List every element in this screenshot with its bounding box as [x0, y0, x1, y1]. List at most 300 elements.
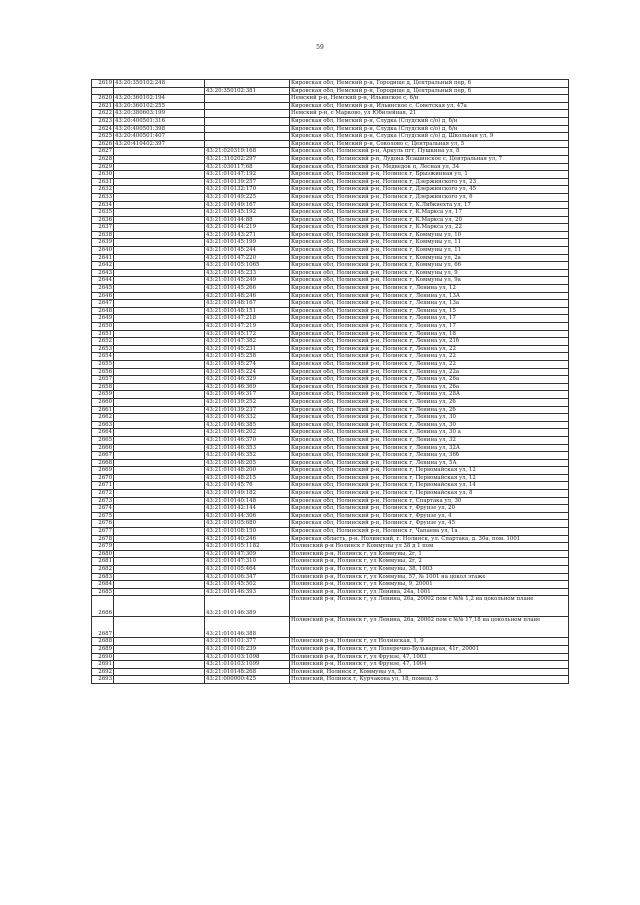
row-number-cell: 2687: [92, 617, 114, 638]
address-cell: Кировская обл, Нолинский р-н, Нолинск г, Ленина ул, 26а: [290, 376, 569, 384]
row-number-cell: 2670: [92, 474, 114, 482]
cadastral-number-cell-2: 43:21:010146:329: [205, 376, 290, 384]
address-cell: Кировская обл, Немский р-н, Слудка (Слудский с/о) д, б/н: [290, 125, 569, 133]
table-row: [92, 543, 569, 551]
table-row: [92, 171, 569, 179]
cadastral-number-cell-2: [205, 125, 290, 133]
row-number-cell: 2673: [92, 497, 114, 505]
cadastral-number-cell-2: 43:21:010145:76: [205, 482, 290, 490]
table-row: [92, 429, 569, 437]
table-row: [92, 201, 569, 209]
cadastral-number-cell-2: 43:21:010145:258: [205, 353, 290, 361]
cadastral-number-cell-2: 43:21:010145:249: [205, 277, 290, 285]
row-number-cell: 2636: [92, 216, 114, 224]
row-number-cell: 2631: [92, 178, 114, 186]
cadastral-number-cell: [114, 512, 205, 520]
cadastral-number-cell-2: 43:21:010140:246: [205, 535, 290, 543]
table-row: [92, 573, 569, 581]
row-number-cell: 2640: [92, 247, 114, 255]
address-cell: Кировская обл, Нолинский р-н, Нолинск г, Ленина ул, 15: [290, 307, 569, 315]
table-row: [92, 497, 569, 505]
cadastral-number-cell-2: 43:21:010139:237: [205, 406, 290, 414]
row-number-cell: 2685: [92, 588, 114, 596]
cadastral-number-cell: [114, 459, 205, 467]
cadastral-number-cell: [114, 345, 205, 353]
cadastral-number-cell: [114, 193, 205, 201]
address-cell: Кировская обл, Нолинский р-н, Нолинск г, Брызжинная ул, 1: [290, 171, 569, 179]
table-row: [92, 163, 569, 171]
cadastral-number-cell-2: 43:21:010145:274: [205, 360, 290, 368]
cadastral-number-cell: [114, 155, 205, 163]
address-cell: Кировская обл, Нолинский р-н, Нолинск г, Коммуны ул, 11: [290, 247, 569, 255]
table-row: [92, 360, 569, 368]
address-cell: Кировская обл, Нолинский р-н, Нолинск г, Дзержинского ул, 6: [290, 193, 569, 201]
address-cell: Кировская обл, Нолинский р-н, Нолинск г, Фрунзе ул, 45: [290, 520, 569, 528]
cadastral-number-cell-2: [205, 95, 290, 103]
cadastral-number-cell: [114, 520, 205, 528]
cadastral-number-cell: 43:20:350102:248: [114, 80, 205, 88]
cadastral-number-cell-2: 43:21:010146:385: [205, 421, 290, 429]
cadastral-number-cell-2: [205, 117, 290, 125]
address-cell: Кировская обл, Нолинский р-н, Нолинск г, Ленина ул, 22: [290, 353, 569, 361]
cadastral-number-cell: 43:20:400501:316: [114, 117, 205, 125]
cadastral-number-cell: [114, 668, 205, 676]
cadastral-number-cell-2: [205, 140, 290, 148]
address-cell: Кировская обл, Нолинский р-н, Нолинск г, К.Маркса ул, 17: [290, 209, 569, 217]
cadastral-number-cell: [114, 429, 205, 437]
row-number-cell: 2621: [92, 102, 114, 110]
table-row: [92, 467, 569, 475]
cadastral-number-cell: [114, 497, 205, 505]
cadastral-number-cell-2: 43:21:010108:150: [205, 528, 290, 536]
address-cell: Кировская обл, Нолинский р-н, Нолинск г, Коммуны ул, 11: [290, 239, 569, 247]
cadastral-number-cell: [114, 216, 205, 224]
cadastral-number-cell-2: 43:21:010146:352: [205, 452, 290, 460]
table-row: [92, 406, 569, 414]
cadastral-number-cell: [114, 323, 205, 331]
cadastral-number-cell-2: 43:21:010146:370: [205, 436, 290, 444]
address-cell: Кировская обл, Нолинский р-н, Нолинск г, Ленина ул, 26а: [290, 383, 569, 391]
address-cell: Нолинский р-н, Нолинск г, ул Поперечно-Бульварная, 41г, 20001: [290, 645, 569, 653]
cadastral-number-cell: [114, 269, 205, 277]
table-row: [92, 528, 569, 536]
address-cell: Нолинский р-н Нолинск г Коммуны ул 38 д 1 пом: [290, 543, 569, 551]
address-cell: Кировская обл, Нолинский р-н, Нолинск г, Ленина ул, 13А: [290, 292, 569, 300]
address-cell: Нолинский, Нолинск г, Курчакова ул, 18, помещ. 3: [290, 676, 569, 684]
address-cell: Кировская обл, Нолинский р-н, Нолинск г, Ленина ул, 5А: [290, 459, 569, 467]
address-cell: Кировская обл, Нолинский р-н, Нолинск г, Первомайская ул, 14: [290, 482, 569, 490]
cadastral-number-cell-2: 43:21:010148:200: [205, 467, 290, 475]
cadastral-number-cell-2: 43:21:010105:1182: [205, 543, 290, 551]
cadastral-number-cell-2: 43:21:010147:192: [205, 171, 290, 179]
row-number-cell: 2646: [92, 292, 114, 300]
cadastral-number-cell-2: 43:21:010149:167: [205, 201, 290, 209]
row-number-cell: 2676: [92, 520, 114, 528]
cadastral-number-cell: [114, 163, 205, 171]
cadastral-number-cell-2: 43:21:010148:151: [205, 307, 290, 315]
cadastral-number-cell: 43:20:380603:199: [114, 110, 205, 118]
cadastral-number-cell-2: 43:21:010148:246: [205, 292, 290, 300]
address-cell: Кировская обл, Нолинский р-н, Нолинск г, Ленина ул, 30: [290, 414, 569, 422]
cadastral-number-cell-2: 43:21:000000:425: [205, 676, 290, 684]
table-row: [92, 444, 569, 452]
cadastral-number-cell-2: 43:21:010148:215: [205, 474, 290, 482]
row-number-cell: 2671: [92, 482, 114, 490]
table-row: [92, 638, 569, 646]
table-row: [92, 254, 569, 262]
address-cell: Кировская обл, Нолинский р-н, Нолинск г, Ленина ул, 36б: [290, 452, 569, 460]
address-cell: Кировская обл, Немский р-н, Городище д, Центральный пер, 6: [290, 87, 569, 95]
cadastral-number-cell: [114, 452, 205, 460]
table-row: [92, 588, 569, 596]
address-cell: Кировская обл, Нолинский р-н, Нолинск г, Чапаева ул, 1а: [290, 528, 569, 536]
row-number-cell: 2629: [92, 163, 114, 171]
cadastral-number-cell-2: 43:21:010145:502: [205, 581, 290, 589]
cadastral-number-cell-2: 43:21:010103:1099: [205, 661, 290, 669]
cadastral-number-cell: [114, 87, 205, 95]
address-cell: Кировская обл, Нолинский р-н, Лудона Ясашинское с, Центральная ул, 7: [290, 155, 569, 163]
row-number-cell: 2627: [92, 148, 114, 156]
row-number-cell: 2630: [92, 171, 114, 179]
table-row: [92, 558, 569, 566]
table-row: [92, 376, 569, 384]
table-row: [92, 247, 569, 255]
cadastral-number-cell-2: 43:21:010139:257: [205, 178, 290, 186]
cadastral-number-cell: [114, 581, 205, 589]
cadastral-number-cell-2: 43:21:010146:353: [205, 444, 290, 452]
cadastral-number-cell-2: 43:21:010149:182: [205, 490, 290, 498]
table-row: [92, 391, 569, 399]
address-cell: Кировская обл, Нолинский р-н, Нолинск г, Ленина ул, 13а: [290, 300, 569, 308]
row-number-cell: [92, 87, 114, 95]
table-row: [92, 216, 569, 224]
table-row: [92, 459, 569, 467]
address-cell: Кировская обл, Нолинский р-н, Нолинск г, Первомайская ул, 8: [290, 490, 569, 498]
table-row: [92, 414, 569, 422]
cadastral-number-cell: [114, 566, 205, 574]
row-number-cell: 2626: [92, 140, 114, 148]
table-row: [92, 676, 569, 684]
address-cell: Кировская обл, Нолинский р-н, Нолинск г, Ленина ул, 21б: [290, 338, 569, 346]
cadastral-number-cell: 43:20:410402:397: [114, 140, 205, 148]
address-cell: Нолинский р-н, Нолинск г, ул Фрунзе, 47, 1003: [290, 653, 569, 661]
cadastral-number-cell-2: 43:21:010142:144: [205, 505, 290, 513]
cadastral-number-cell: [114, 239, 205, 247]
cadastral-number-cell: [114, 550, 205, 558]
cadastral-number-cell: [114, 474, 205, 482]
table-row: [92, 186, 569, 194]
row-number-cell: 2690: [92, 653, 114, 661]
table-row: [92, 368, 569, 376]
row-number-cell: 2657: [92, 376, 114, 384]
cadastral-number-cell-2: 43:21:010147:310: [205, 558, 290, 566]
table-row: [92, 148, 569, 156]
row-number-cell: 2667: [92, 452, 114, 460]
row-number-cell: 2632: [92, 186, 114, 194]
table-row: [92, 535, 569, 543]
address-cell: Кировская обл, Немский р-н, Соколово с, Центральная ул, 5: [290, 140, 569, 148]
row-number-cell: 2650: [92, 323, 114, 331]
row-number-cell: 2622: [92, 110, 114, 118]
table-row: [92, 125, 569, 133]
cadastral-number-cell-2: 43:21:010146:389: [205, 596, 290, 617]
address-cell: Немский р-н, Немский р-н, Ильинское с, 6/н: [290, 95, 569, 103]
row-number-cell: 2692: [92, 668, 114, 676]
row-number-cell: 2638: [92, 231, 114, 239]
cadastral-number-cell: [114, 588, 205, 596]
cadastral-number-cell: 43:20:400501:398: [114, 125, 205, 133]
address-cell: Кировская обл, Нолинский р-н, Нолинск г, Ленина ул, 17: [290, 323, 569, 331]
address-cell: Кировская обл, Нолинский р-н, Нолинск г, Коммуны ул, 66: [290, 262, 569, 270]
address-cell: Нолинский р-н, Нолинск г, ул Коммуны, 57, № 1001 на цокол этаже: [290, 573, 569, 581]
address-cell: Кировская обл, Нолинский р-н, Нолинск г, Ленина ул, 32А: [290, 444, 569, 452]
cadastral-number-cell: [114, 406, 205, 414]
row-number-cell: 2683: [92, 573, 114, 581]
table-row: [92, 550, 569, 558]
cadastral-number-cell: [114, 661, 205, 669]
cadastral-number-cell: [114, 505, 205, 513]
address-cell: Кировская обл, Немский р-н, Ильинское с, Советская ул, 47а: [290, 102, 569, 110]
table-row: [92, 490, 569, 498]
table-row: [92, 140, 569, 148]
table-row: [92, 338, 569, 346]
table-row: [92, 353, 569, 361]
row-number-cell: 2642: [92, 262, 114, 270]
cadastral-number-cell-2: 43:21:010146:393: [205, 588, 290, 596]
cadastral-number-cell-2: 43:21:010144:219: [205, 224, 290, 232]
cadastral-number-cell: [114, 285, 205, 293]
table-row: [92, 117, 569, 125]
cadastral-number-cell: [114, 482, 205, 490]
address-cell: Немский р-н, с Марково, ул Юбилейная, 21: [290, 110, 569, 118]
address-cell: Нолинский р-н, Нолинск г, ул Ленина, 26а, 20002 пом с №№ 17,18 на цокольном плане: [290, 617, 569, 638]
row-number-cell: 2637: [92, 224, 114, 232]
cadastral-number-cell-2: 43:21:010147:220: [205, 254, 290, 262]
address-cell: Кировская обл, Нолинский р-н, Нолинск г, Коммуны ул, 2а: [290, 254, 569, 262]
row-number-cell: 2653: [92, 345, 114, 353]
cadastral-number-cell: [114, 360, 205, 368]
cadastral-number-cell-2: 43:21:030117:68: [205, 163, 290, 171]
address-cell: Кировская обл, Нолинский р-н, Нолинск г, Коммуны ул, 10: [290, 231, 569, 239]
row-number-cell: 2663: [92, 421, 114, 429]
cadastral-number-cell-2: 43:21:020319:168: [205, 148, 290, 156]
row-number-cell: 2672: [92, 490, 114, 498]
cadastral-number-cell: [114, 300, 205, 308]
cadastral-number-cell: [114, 368, 205, 376]
row-number-cell: 2645: [92, 285, 114, 293]
cadastral-number-cell: [114, 444, 205, 452]
cadastral-number-cell: [114, 653, 205, 661]
row-number-cell: 2655: [92, 360, 114, 368]
cadastral-number-cell: [114, 277, 205, 285]
table-row: [92, 345, 569, 353]
table-row: [92, 231, 569, 239]
cadastral-number-cell-2: 43:21:010103:1098: [205, 653, 290, 661]
address-cell: Нолинский, Нолинск г, Коммуны ул, 5: [290, 668, 569, 676]
row-number-cell: 2693: [92, 676, 114, 684]
table-row: [92, 653, 569, 661]
table-row: [92, 178, 569, 186]
cadastral-number-cell: [114, 262, 205, 270]
address-cell: Кировская обл, Нолинский р-н, Нолинск г, Ленина ул, 22: [290, 360, 569, 368]
cadastral-number-cell: [114, 247, 205, 255]
table-row: [92, 581, 569, 589]
cadastral-number-cell: [114, 292, 205, 300]
row-number-cell: 2644: [92, 277, 114, 285]
row-number-cell: 2641: [92, 254, 114, 262]
table-row: [92, 512, 569, 520]
address-cell: Нолинский р-н, Нолинск г, ул Ленина, 24а, 1001: [290, 588, 569, 596]
table-row: [92, 383, 569, 391]
row-number-cell: 2659: [92, 391, 114, 399]
address-cell: Кировская обл, Нолинский р-н, Нолинск г, Ленина ул, 22: [290, 345, 569, 353]
cadastral-number-cell: [114, 178, 205, 186]
cadastral-number-cell-2: 43:21:010143:271: [205, 231, 290, 239]
address-cell: Кировская обл, Нолинский р-н, Нолинск г, Первомайская ул, 12: [290, 474, 569, 482]
row-number-cell: 2681: [92, 558, 114, 566]
address-cell: Нолинский р-н, Нолинск г, ул Коммуны, 9, 20001: [290, 581, 569, 589]
cadastral-number-cell-2: 43:21:010147:219: [205, 323, 290, 331]
address-cell: Кировская обл, Нолинский р-н, Нолинск г, К.Либкнехта ул, 17: [290, 201, 569, 209]
row-number-cell: 2691: [92, 661, 114, 669]
address-cell: Кировская обл, Нолинский р-н, Нолинск г, Ленина ул, 18: [290, 330, 569, 338]
row-number-cell: 2623: [92, 117, 114, 125]
cadastral-number-cell-2: 43:21:010145:172: [205, 330, 290, 338]
table-row: [92, 645, 569, 653]
row-number-cell: 2686: [92, 596, 114, 617]
address-cell: Кировская обл, Нолинский р-н, Нолинск г, Ленина ул, 2б: [290, 398, 569, 406]
cadastral-number-cell-2: 43:21:010132:170: [205, 186, 290, 194]
address-cell: Кировская область, р-н. Нолинский, г. Нолинск, ул. Спартака, д. 30а, пом. 1001: [290, 535, 569, 543]
cadastral-number-cell: [114, 391, 205, 399]
row-number-cell: 2625: [92, 133, 114, 141]
address-cell: Кировская обл, Нолинский р-н, Медведок п, Лесная ул, 34: [290, 163, 569, 171]
address-cell: Кировская обл, Нолинский р-н, Нолинск г, К.Маркса ул, 20: [290, 216, 569, 224]
row-number-cell: 2619: [92, 80, 114, 88]
address-cell: Кировская обл, Нолинский р-н, Нолинск г, Ленина ул, 30 а: [290, 429, 569, 437]
cadastral-number-cell: [114, 573, 205, 581]
table-row: [92, 668, 569, 676]
cadastral-number-cell-2: 43:21:010145:244: [205, 247, 290, 255]
address-cell: Кировская обл, Нолинский р-н, Нолинск г, Ленина ул, 17: [290, 315, 569, 323]
address-cell: Нолинский р-н, Нолинск г, ул Ленина, 26а, 20002 пом с №№ 1,2 на цокольном плане: [290, 596, 569, 617]
row-number-cell: 2677: [92, 528, 114, 536]
cadastral-number-cell-2: 43:20:350102:381: [205, 87, 290, 95]
cadastral-number-cell: [114, 676, 205, 684]
cadastral-number-cell: [114, 338, 205, 346]
row-number-cell: 2661: [92, 406, 114, 414]
address-cell: Нолинский р-н, Нолинск г, ул Фрунзе, 47, 1004: [290, 661, 569, 669]
table-row: [92, 421, 569, 429]
table-row: [92, 300, 569, 308]
cadastral-number-cell-2: 43:21:010105:680: [205, 520, 290, 528]
table-row: [92, 505, 569, 513]
address-cell: Кировская обл, Немский р-н, Городище д, Центральный пер, 6: [290, 80, 569, 88]
cadastral-number-cell-2: 43:21:010147:309: [205, 550, 290, 558]
row-number-cell: 2675: [92, 512, 114, 520]
cadastral-number-cell: [114, 558, 205, 566]
cadastral-number-cell-2: 43:21:010145:233: [205, 269, 290, 277]
cadastral-number-cell: [114, 171, 205, 179]
cadastral-number-cell-2: 43:21:010105:1065: [205, 262, 290, 270]
row-number-cell: 2635: [92, 209, 114, 217]
cadastral-number-cell: [114, 436, 205, 444]
table-row: [92, 315, 569, 323]
cadastral-number-cell-2: 43:21:010106:347: [205, 573, 290, 581]
address-cell: Кировская обл, Нолинский р-н, Нолинск г, Дзержинского ул, 23: [290, 178, 569, 186]
table-row: [92, 596, 569, 617]
table-row: [92, 110, 569, 118]
table-row: [92, 617, 569, 638]
cadastral-number-cell: [114, 148, 205, 156]
table-row: [92, 95, 569, 103]
cadastral-number-cell: 43:20:400501:407: [114, 133, 205, 141]
address-cell: Нолинский р-н, Нолинск г, ул Коммуны, 2г, 2: [290, 558, 569, 566]
row-number-cell: 2639: [92, 239, 114, 247]
table-row: [92, 193, 569, 201]
row-number-cell: 2634: [92, 201, 114, 209]
table-row: [92, 269, 569, 277]
address-cell: Кировская обл, Нолинский р-н, Нолинск г, Ленина ул, 28А: [290, 391, 569, 399]
table-row: [92, 87, 569, 95]
table-row: [92, 482, 569, 490]
row-number-cell: 2674: [92, 505, 114, 513]
cadastral-number-cell: [114, 315, 205, 323]
cadastral-number-cell-2: 43:21:010148:167: [205, 300, 290, 308]
row-number-cell: 2648: [92, 307, 114, 315]
table-row: [92, 80, 569, 88]
address-cell: Кировская обл, Нолинский р-н, Аркуль пгт, Пушкина ул, 8: [290, 148, 569, 156]
cadastral-number-cell-2: 43:21:010145:231: [205, 345, 290, 353]
address-cell: Кировская обл, Немский р-н, Слудка (Слудский с/о) д, Школьная ул, 9: [290, 133, 569, 141]
cadastral-number-cell: 43:20:360102:255: [114, 102, 205, 110]
address-cell: Кировская обл, Нолинский р-н, Нолинск г, Ленина ул, 12: [290, 285, 569, 293]
cadastral-number-cell: [114, 201, 205, 209]
cadastral-number-cell: [114, 421, 205, 429]
cadastral-number-cell-2: 43:21:010146:369: [205, 383, 290, 391]
cadastral-number-cell-2: 43:21:010149:225: [205, 193, 290, 201]
cadastral-number-cell-2: 43:21:010101:377: [205, 638, 290, 646]
row-number-cell: 2643: [92, 269, 114, 277]
row-number-cell: 2628: [92, 155, 114, 163]
cadastral-number-cell: [114, 330, 205, 338]
table-row: [92, 566, 569, 574]
table-row: [92, 155, 569, 163]
address-cell: Нолинский р-н, Нолинск г, ул Нолинская, 1, 9: [290, 638, 569, 646]
cadastral-number-cell-2: [205, 110, 290, 118]
cadastral-number-cell-2: 43:21:010145:192: [205, 209, 290, 217]
table-row: [92, 262, 569, 270]
table-row: [92, 239, 569, 247]
cadastral-number-cell-2: 43:21:010144:306: [205, 512, 290, 520]
row-number-cell: 2656: [92, 368, 114, 376]
cadastral-number-cell: [114, 645, 205, 653]
address-cell: Кировская обл, Нолинский р-н, Нолинск г, Фрунзе ул, 20: [290, 505, 569, 513]
row-number-cell: 2665: [92, 436, 114, 444]
row-number-cell: 2669: [92, 467, 114, 475]
page-number: 59: [316, 44, 324, 51]
row-number-cell: 2682: [92, 566, 114, 574]
cadastral-number-cell: [114, 398, 205, 406]
cadastral-number-cell-2: 43:21:310202:297: [205, 155, 290, 163]
cadastral-number-cell-2: 43:21:010146:317: [205, 391, 290, 399]
row-number-cell: 2658: [92, 383, 114, 391]
row-number-cell: 2666: [92, 444, 114, 452]
row-number-cell: 2678: [92, 535, 114, 543]
address-cell: Нолинский р-н, Нолинск г, ул Коммуны, 38, 1003: [290, 566, 569, 574]
cadastral-number-cell-2: [205, 80, 290, 88]
cadastral-number-cell-2: 43:21:010105:464: [205, 566, 290, 574]
